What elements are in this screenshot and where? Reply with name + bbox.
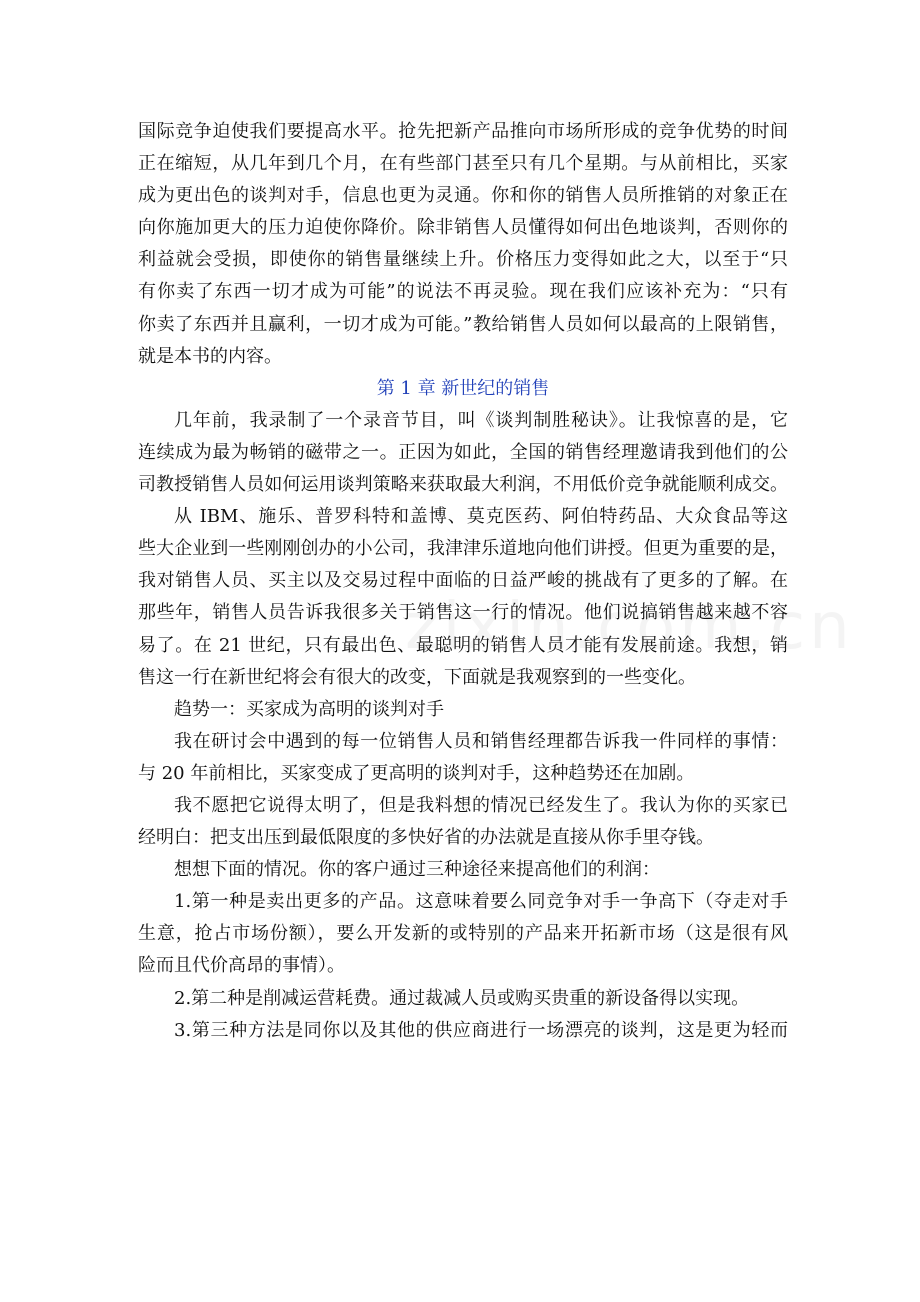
text-line: 我对销售人员、买主以及交易过程中面临的日益严峻的挑战有了更多的了解。在 xyxy=(138,570,788,592)
text-line: 险而且代价高昂的事情）。 xyxy=(138,955,345,977)
text-line: 与 20 年前相比，买家变成了更高明的谈判对手，这种趋势还在加剧。 xyxy=(138,762,695,784)
text-line: 3.第三种方法是同你以及其他的供应商进行一场漂亮的谈判，这是更为轻而 xyxy=(174,1019,788,1041)
text-line: 我在研讨会中遇到的每一位销售人员和销售经理都告诉我一件同样的事情： xyxy=(174,730,788,752)
text-line: 国际竞争迫使我们要提高水平。抢先把新产品推向市场所形成的竞争优势的时间 xyxy=(138,121,788,142)
chapter-heading: 第 1 章 新世纪的销售 xyxy=(376,377,550,399)
text-line: 想想下面的情况。你的客户通过三种途径来提高他们的利润： xyxy=(174,859,660,881)
text-line: 司教授销售人员如何运用谈判策略来获取最大利润，不用低价竞争就能顺利成交。 xyxy=(138,474,788,496)
text-line: 连续成为最为畅销的磁带之一。正因为如此，全国的销售经理邀请我到他们的公 xyxy=(138,441,788,463)
text-line: 你卖了东西并且赢利，一切才成为可能。”教给销售人员如何以最高的上限销售， xyxy=(138,313,788,335)
text-line: 2.第二种是削减运营耗费。通过裁减人员或购买贵重的新设备得以实现。 xyxy=(174,987,750,1009)
text-line: 生意，抢占市场份额），要么开发新的或特别的产品来开拓新市场（这是很有风 xyxy=(138,923,788,945)
text-line: 那些年，销售人员告诉我很多关于销售这一行的情况。他们说搞销售越来越不容 xyxy=(138,602,788,624)
text-line: 售这一行在新世纪将会有很大的改变，下面就是我观察到的一些变化。 xyxy=(138,666,696,688)
text-line: 易了。在 21 世纪，只有最出色、最聪明的销售人员才能有发展前途。我想，销 xyxy=(138,634,788,656)
text-line: 向你施加更大的压力迫使你降价。除非销售人员懂得如何出色地谈判，否则你的 xyxy=(138,217,788,239)
text-line: 经明白：把支出压到最低限度的多快好省的办法就是直接从你手里夺钱。 xyxy=(138,827,714,849)
text-line: 有你卖了东西一切才成为可能”的说法不再灵验。现在我们应该补充为：“只有 xyxy=(138,281,788,303)
text-line: 从 IBM、施乐、普罗科特和盖博、莫克医药、阿伯特药品、大众食品等这 xyxy=(174,506,788,528)
body-text xyxy=(138,116,788,1047)
text-line: 我不愿把它说得太明了，但是我料想的情况已经发生了。我认为你的买家已 xyxy=(174,794,788,816)
text-line: 正在缩短，从几年到几个月，在有些部门甚至只有几个星期。与从前相比，买家 xyxy=(138,153,788,175)
text-line: 成为更出色的谈判对手，信息也更为灵通。你和你的销售人员所推销的对象正在 xyxy=(138,185,788,207)
text-line: 利益就会受损，即使你的销售量继续上升。价格压力变得如此之大，以至于“只 xyxy=(138,249,788,271)
text-line: 就是本书的内容。 xyxy=(138,345,282,367)
text-line: 几年前，我录制了一个录音节目，叫《谈判制胜秘诀》。让我惊喜的是，它 xyxy=(174,409,788,431)
section-heading: 趋势一：买家成为高明的谈判对手 xyxy=(174,698,444,720)
text-line: 些大企业到一些刚刚创办的小公司，我津津乐道地向他们讲授。但更为重要的是， xyxy=(138,538,788,560)
text-line: 1.第一种是卖出更多的产品。这意味着要么同竞争对手一争高下（夺走对手 xyxy=(174,891,788,913)
